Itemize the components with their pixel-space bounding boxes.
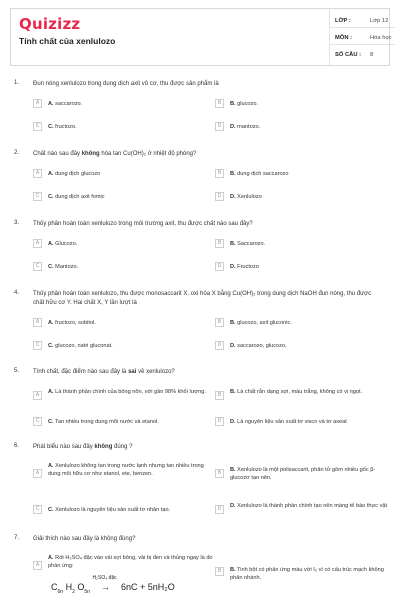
option-letter-box: C: [33, 262, 42, 271]
option-letter-box: B: [215, 169, 224, 178]
option-text: Tan nhiều trong dung môi nước và etanol.: [55, 419, 159, 425]
option-text: Là chất rắn dạng sợi, màu trắng, không có vị ngọt.: [237, 389, 363, 395]
option-letter-box: D: [215, 417, 224, 426]
option-text: Fructozo: [237, 264, 259, 270]
option-label: A.: [48, 555, 54, 561]
option-letter-box: C: [33, 505, 42, 514]
emphasis-word: sai: [128, 369, 137, 375]
option-letter-box: D: [215, 122, 224, 131]
option-label: B.: [230, 389, 236, 395]
question-number: 4.: [14, 290, 20, 296]
option-label: C.: [48, 124, 54, 130]
option-label: D.: [230, 124, 236, 130]
question-text: Phát biểu nào sau đây không đúng ?: [33, 444, 133, 450]
option-letter-box: C: [33, 341, 42, 350]
option-label: C.: [48, 194, 54, 200]
option-letter-box: C: [33, 192, 42, 201]
option-letter-box: A: [33, 561, 42, 570]
question-number: 2.: [14, 150, 20, 156]
question-number: 3.: [14, 220, 20, 226]
option-letter-box: B: [215, 391, 224, 400]
option-text: Xenlulozo không tan trong nước lạnh nhưng tan nhiều trong dung môi hữu cơ như etanol, ete, benzen.: [48, 463, 204, 477]
meta-value: Lớp 12: [370, 18, 389, 24]
option-label: D.: [230, 503, 236, 509]
option-text: dung dịch axit fomic: [55, 194, 105, 200]
option-letter-box: B: [215, 99, 224, 108]
option-text: dung dịch glucozo: [55, 171, 101, 177]
option-label: A.: [48, 320, 54, 326]
option-label: C.: [48, 419, 54, 425]
option-text: fructozo, sobitol.: [55, 320, 96, 326]
option-text: mantozo.: [237, 124, 261, 130]
arrow-condition: H₂SO₄ đặc: [92, 575, 117, 581]
emphasis-word: không: [94, 444, 113, 450]
question-text: Tính chất, đặc điểm nào sau đây là sai về xenlulozo?: [33, 369, 175, 375]
option-text: Saccarozo.: [237, 241, 266, 247]
option-label: C.: [48, 343, 54, 349]
worksheet-title: Tính chất của xenlulozo: [19, 36, 116, 46]
option-text: glucozo.: [237, 101, 258, 107]
quizizz-logo: Quizizz: [19, 15, 81, 33]
meta-value: Hóa học: [370, 35, 392, 41]
option-label: D.: [230, 194, 236, 200]
option-letter-box: B: [215, 239, 224, 248]
option-text: Xenlulozo là một polisaccarit, phân tử gồm nhiều gốc β-glucozơ tạo nên.: [230, 467, 376, 481]
reaction-arrow: H₂SO₄ đặc →: [92, 575, 117, 592]
meta-key: MÔN :: [335, 35, 353, 41]
option-label: B.: [230, 320, 236, 326]
option-text: Tinh bột có phản ứng màu với I₂ vì có cấu trúc mạch không phân nhánh.: [230, 567, 384, 581]
option-letter-box: C: [33, 417, 42, 426]
question-text: Thủy phân hoàn toàn xenlulozo, thu được monosaccarit X. oxi hóa X bằng Cu(OH)₂ trong dung dịch NaOH đun nóng, thu được chất hữu cơ Y. Hai chất X, Y lần lượt là: [33, 291, 372, 306]
option-letter-box: C: [33, 122, 42, 131]
option-text: Rót H₂SO₄ đặc vào vải sợi bông, vải bị đen và thủng ngay là do phản ứng:: [48, 555, 213, 569]
option-label: B.: [230, 241, 236, 247]
option-text: dung dịch saccarozo: [237, 171, 289, 177]
option-letter-box: A: [33, 318, 42, 327]
option-label: C.: [48, 507, 54, 513]
question-number: 5.: [14, 368, 20, 374]
option-letter-box: B: [215, 567, 224, 576]
option-label: B.: [230, 101, 236, 107]
reaction-equation: $C_{6n}$ $H_2$ $O_{5n}$ H₂SO₄ đặc → 6nC + 5nH₂O: [51, 575, 175, 595]
option-letter-box: D: [215, 192, 224, 201]
meta-row-subject: [329, 28, 395, 45]
option-text: saccarozo, glucozo.: [237, 343, 287, 349]
meta-key: LỚP :: [335, 18, 351, 24]
option-text: Xenlulozo là thành phần chính tạo nên màng tế bào thực vật: [237, 503, 388, 509]
meta-value: 8: [370, 52, 374, 58]
option-label: C.: [48, 264, 54, 270]
meta-row-count: [329, 45, 395, 62]
worksheet-header: [10, 8, 390, 66]
option-label: B.: [230, 567, 236, 573]
option-label: B.: [230, 467, 236, 473]
option-label: A.: [48, 171, 54, 177]
question-number: 1.: [14, 80, 20, 86]
option-text: fructozo.: [55, 124, 77, 130]
option-letter-box: D: [215, 505, 224, 514]
option-text: saccarozo.: [55, 101, 83, 107]
option-letter-box: A: [33, 239, 42, 248]
option-label: D.: [230, 343, 236, 349]
option-label: A.: [48, 389, 54, 395]
reaction-products: 6nC + 5nH₂O: [120, 582, 175, 592]
option-text: glucozo, axit gluconic.: [237, 320, 292, 326]
option-text: glucozo, natri gluconat.: [55, 343, 113, 349]
option-letter-box: A: [33, 99, 42, 108]
option-text: Là nguyên liệu sản xuất tơ visco và tơ axeat: [237, 419, 347, 425]
option-letter-box: A: [33, 169, 42, 178]
option-text: Mantozo.: [55, 264, 79, 270]
option-label: D.: [230, 264, 236, 270]
option-letter-box: D: [215, 262, 224, 271]
question-number: 7.: [14, 535, 20, 541]
option-letter-box: A: [33, 391, 42, 400]
option-letter-box: D: [215, 341, 224, 350]
question-text: Giải thích nào sau đây là không đúng?: [33, 536, 136, 542]
option-label: A.: [48, 241, 54, 247]
question-number: 6.: [14, 443, 20, 449]
option-letter-box: B: [215, 469, 224, 478]
question-text: Đun nóng xenlulozo trong dung dịch axit vô cơ, thu được sản phẩm là: [33, 81, 219, 87]
meta-row-class: [329, 11, 395, 28]
option-label: A.: [48, 101, 54, 107]
option-text: Xenlulozo: [237, 194, 262, 200]
option-label: A.: [48, 463, 54, 469]
question-text: Thủy phân hoàn toàn xenlulozo trong môi trường axit, thu được chất nào sau đây?: [33, 221, 253, 227]
option-label: D.: [230, 419, 236, 425]
option-letter-box: B: [215, 318, 224, 327]
meta-key: SỐ CÂU :: [335, 52, 362, 58]
option-letter-box: A: [33, 469, 42, 478]
question-text: Chất nào sau đây không hòa tan Cu(OH)₂ ở nhiệt độ phòng?: [33, 151, 197, 157]
option-text: Là thành phần chính của bông nõn, với gần 98% khối lượng.: [55, 389, 206, 395]
emphasis-word: không: [81, 151, 100, 157]
option-label: B.: [230, 171, 236, 177]
option-text: Xenlulozo là nguyên liệu sản xuất tơ nhân tạo.: [55, 507, 171, 513]
option-text: Glucozo.: [55, 241, 78, 247]
